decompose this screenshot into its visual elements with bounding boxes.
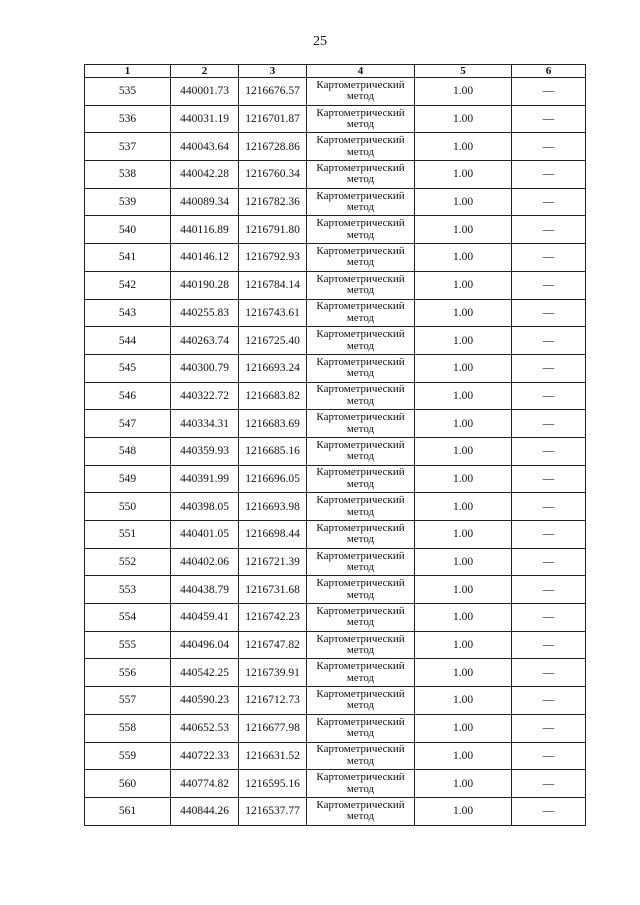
header-col-6: 6 xyxy=(512,65,586,78)
y-coordinate-cell: 1216696.05 xyxy=(239,465,307,493)
x-coordinate-cell: 440402.06 xyxy=(171,548,239,576)
x-coordinate-cell: 440359.93 xyxy=(171,437,239,465)
y-coordinate-cell: 1216725.40 xyxy=(239,327,307,355)
method-cell xyxy=(307,216,415,244)
x-coordinate-cell: 440001.73 xyxy=(171,78,239,106)
note-cell: — xyxy=(512,299,586,327)
x-coordinate-cell: 440042.28 xyxy=(171,161,239,189)
method-cell xyxy=(307,770,415,798)
method-cell xyxy=(307,604,415,632)
method-line-2: метод xyxy=(346,782,375,795)
method-cell xyxy=(307,631,415,659)
note-cell: — xyxy=(512,465,586,493)
method-line-1: Картометрический xyxy=(316,328,405,341)
table-header xyxy=(85,65,586,78)
point-number-cell: 549 xyxy=(85,465,171,493)
note-cell: — xyxy=(512,493,586,521)
table-row xyxy=(85,659,586,687)
note-cell: — xyxy=(512,631,586,659)
table-row xyxy=(85,742,586,770)
point-number-cell: 548 xyxy=(85,437,171,465)
table-row xyxy=(85,382,586,410)
method-line-2: метод xyxy=(346,311,375,324)
y-coordinate-cell: 1216685.16 xyxy=(239,437,307,465)
method-line-2: метод xyxy=(346,118,375,131)
accuracy-cell: 1.00 xyxy=(415,327,512,355)
method-cell xyxy=(307,687,415,715)
accuracy-cell: 1.00 xyxy=(415,604,512,632)
table-row xyxy=(85,244,586,272)
note-cell: — xyxy=(512,521,586,549)
table-row xyxy=(85,521,586,549)
y-coordinate-cell: 1216742.23 xyxy=(239,604,307,632)
accuracy-cell: 1.00 xyxy=(415,770,512,798)
y-coordinate-cell: 1216731.68 xyxy=(239,576,307,604)
note-cell: — xyxy=(512,770,586,798)
x-coordinate-cell: 440459.41 xyxy=(171,604,239,632)
table-row xyxy=(85,714,586,742)
method-cell xyxy=(307,742,415,770)
note-cell: — xyxy=(512,604,586,632)
method-line-1: Картометрический xyxy=(316,161,405,174)
method-line-1: Картометрический xyxy=(316,106,405,119)
note-cell: — xyxy=(512,133,586,161)
method-cell xyxy=(307,548,415,576)
method-line-1: Картометрический xyxy=(316,438,405,451)
x-coordinate-cell: 440844.26 xyxy=(171,797,239,825)
method-cell xyxy=(307,299,415,327)
method-cell xyxy=(307,465,415,493)
method-cell xyxy=(307,437,415,465)
point-number-cell: 555 xyxy=(85,631,171,659)
y-coordinate-cell: 1216747.82 xyxy=(239,631,307,659)
method-line-1: Картометрический xyxy=(316,715,405,728)
method-line-2: метод xyxy=(346,450,375,463)
note-cell: — xyxy=(512,714,586,742)
point-number-cell: 557 xyxy=(85,687,171,715)
accuracy-cell: 1.00 xyxy=(415,631,512,659)
point-number-cell: 552 xyxy=(85,548,171,576)
method-line-2: метод xyxy=(346,810,375,823)
x-coordinate-cell: 440590.23 xyxy=(171,687,239,715)
y-coordinate-cell: 1216595.16 xyxy=(239,770,307,798)
note-cell: — xyxy=(512,659,586,687)
method-line-2: метод xyxy=(346,422,375,435)
y-coordinate-cell: 1216631.52 xyxy=(239,742,307,770)
header-col-3: 3 xyxy=(239,65,307,78)
method-line-2: метод xyxy=(346,727,375,740)
accuracy-cell: 1.00 xyxy=(415,216,512,244)
table-row xyxy=(85,133,586,161)
y-coordinate-cell: 1216676.57 xyxy=(239,78,307,106)
y-coordinate-cell: 1216698.44 xyxy=(239,521,307,549)
method-line-1: Картометрический xyxy=(316,604,405,617)
header-row xyxy=(85,65,586,78)
x-coordinate-cell: 440043.64 xyxy=(171,133,239,161)
x-coordinate-cell: 440438.79 xyxy=(171,576,239,604)
note-cell: — xyxy=(512,437,586,465)
method-cell xyxy=(307,410,415,438)
method-line-2: метод xyxy=(346,671,375,684)
note-cell: — xyxy=(512,382,586,410)
note-cell: — xyxy=(512,687,586,715)
point-number-cell: 556 xyxy=(85,659,171,687)
method-line-2: метод xyxy=(346,145,375,158)
method-line-1: Картометрический xyxy=(316,771,405,784)
note-cell: — xyxy=(512,742,586,770)
method-line-1: Картометрический xyxy=(316,217,405,230)
table-row xyxy=(85,548,586,576)
point-number-cell: 542 xyxy=(85,271,171,299)
method-line-2: метод xyxy=(346,644,375,657)
x-coordinate-cell: 440190.28 xyxy=(171,271,239,299)
accuracy-cell: 1.00 xyxy=(415,299,512,327)
x-coordinate-cell: 440116.89 xyxy=(171,216,239,244)
note-cell: — xyxy=(512,244,586,272)
accuracy-cell: 1.00 xyxy=(415,493,512,521)
accuracy-cell: 1.00 xyxy=(415,797,512,825)
y-coordinate-cell: 1216712.73 xyxy=(239,687,307,715)
point-number-cell: 538 xyxy=(85,161,171,189)
y-coordinate-cell: 1216537.77 xyxy=(239,797,307,825)
method-line-1: Картометрический xyxy=(316,521,405,534)
y-coordinate-cell: 1216791.80 xyxy=(239,216,307,244)
method-line-1: Картометрический xyxy=(316,549,405,562)
y-coordinate-cell: 1216683.82 xyxy=(239,382,307,410)
y-coordinate-cell: 1216739.91 xyxy=(239,659,307,687)
method-line-2: метод xyxy=(346,90,375,103)
accuracy-cell: 1.00 xyxy=(415,576,512,604)
accuracy-cell: 1.00 xyxy=(415,382,512,410)
x-coordinate-cell: 440255.83 xyxy=(171,299,239,327)
table-row xyxy=(85,299,586,327)
method-line-1: Картометрический xyxy=(316,798,405,811)
accuracy-cell: 1.00 xyxy=(415,78,512,106)
accuracy-cell: 1.00 xyxy=(415,742,512,770)
method-cell xyxy=(307,354,415,382)
accuracy-cell: 1.00 xyxy=(415,521,512,549)
point-number-cell: 535 xyxy=(85,78,171,106)
point-number-cell: 544 xyxy=(85,327,171,355)
x-coordinate-cell: 440300.79 xyxy=(171,354,239,382)
method-cell xyxy=(307,714,415,742)
method-cell xyxy=(307,133,415,161)
x-coordinate-cell: 440496.04 xyxy=(171,631,239,659)
header-col-4: 4 xyxy=(307,65,415,78)
method-line-2: метод xyxy=(346,616,375,629)
table-row xyxy=(85,797,586,825)
note-cell: — xyxy=(512,576,586,604)
method-cell xyxy=(307,78,415,106)
method-line-2: метод xyxy=(346,394,375,407)
method-line-1: Картометрический xyxy=(316,300,405,313)
method-line-2: метод xyxy=(346,228,375,241)
method-cell xyxy=(307,161,415,189)
note-cell: — xyxy=(512,548,586,576)
accuracy-cell: 1.00 xyxy=(415,271,512,299)
point-number-cell: 536 xyxy=(85,105,171,133)
method-line-2: метод xyxy=(346,256,375,269)
note-cell: — xyxy=(512,271,586,299)
table-row xyxy=(85,105,586,133)
table-row xyxy=(85,770,586,798)
method-cell xyxy=(307,327,415,355)
y-coordinate-cell: 1216743.61 xyxy=(239,299,307,327)
point-number-cell: 554 xyxy=(85,604,171,632)
accuracy-cell: 1.00 xyxy=(415,659,512,687)
table-row xyxy=(85,188,586,216)
table-row xyxy=(85,631,586,659)
table-body xyxy=(85,78,586,826)
accuracy-cell: 1.00 xyxy=(415,105,512,133)
point-number-cell: 558 xyxy=(85,714,171,742)
method-line-1: Картометрический xyxy=(316,244,405,257)
method-cell xyxy=(307,382,415,410)
point-number-cell: 540 xyxy=(85,216,171,244)
point-number-cell: 541 xyxy=(85,244,171,272)
table-row xyxy=(85,437,586,465)
point-number-cell: 539 xyxy=(85,188,171,216)
accuracy-cell: 1.00 xyxy=(415,354,512,382)
method-cell xyxy=(307,271,415,299)
method-line-1: Картометрический xyxy=(316,687,405,700)
accuracy-cell: 1.00 xyxy=(415,548,512,576)
method-line-1: Картометрический xyxy=(316,632,405,645)
point-number-cell: 559 xyxy=(85,742,171,770)
method-line-1: Картометрический xyxy=(316,272,405,285)
table-row xyxy=(85,161,586,189)
method-cell xyxy=(307,521,415,549)
y-coordinate-cell: 1216792.93 xyxy=(239,244,307,272)
x-coordinate-cell: 440401.05 xyxy=(171,521,239,549)
note-cell: — xyxy=(512,354,586,382)
method-line-2: метод xyxy=(346,588,375,601)
method-line-2: метод xyxy=(346,699,375,712)
method-line-1: Картометрический xyxy=(316,743,405,756)
method-line-1: Картометрический xyxy=(316,660,405,673)
point-number-cell: 543 xyxy=(85,299,171,327)
y-coordinate-cell: 1216784.14 xyxy=(239,271,307,299)
x-coordinate-cell: 440542.25 xyxy=(171,659,239,687)
table-row xyxy=(85,493,586,521)
y-coordinate-cell: 1216728.86 xyxy=(239,133,307,161)
method-line-2: метод xyxy=(346,284,375,297)
header-col-1: 1 xyxy=(85,65,171,78)
y-coordinate-cell: 1216721.39 xyxy=(239,548,307,576)
method-line-1: Картометрический xyxy=(316,466,405,479)
method-line-2: метод xyxy=(346,173,375,186)
x-coordinate-cell: 440391.99 xyxy=(171,465,239,493)
y-coordinate-cell: 1216782.36 xyxy=(239,188,307,216)
y-coordinate-cell: 1216693.98 xyxy=(239,493,307,521)
y-coordinate-cell: 1216677.98 xyxy=(239,714,307,742)
method-cell xyxy=(307,797,415,825)
point-number-cell: 547 xyxy=(85,410,171,438)
point-number-cell: 545 xyxy=(85,354,171,382)
x-coordinate-cell: 440263.74 xyxy=(171,327,239,355)
table-row xyxy=(85,216,586,244)
accuracy-cell: 1.00 xyxy=(415,410,512,438)
point-number-cell: 561 xyxy=(85,797,171,825)
x-coordinate-cell: 440398.05 xyxy=(171,493,239,521)
method-line-2: метод xyxy=(346,754,375,767)
table-row xyxy=(85,576,586,604)
method-line-1: Картометрический xyxy=(316,383,405,396)
method-line-2: метод xyxy=(346,201,375,214)
accuracy-cell: 1.00 xyxy=(415,437,512,465)
point-number-cell: 546 xyxy=(85,382,171,410)
x-coordinate-cell: 440774.82 xyxy=(171,770,239,798)
x-coordinate-cell: 440031.19 xyxy=(171,105,239,133)
note-cell: — xyxy=(512,216,586,244)
point-number-cell: 537 xyxy=(85,133,171,161)
x-coordinate-cell: 440652.53 xyxy=(171,714,239,742)
accuracy-cell: 1.00 xyxy=(415,133,512,161)
accuracy-cell: 1.00 xyxy=(415,687,512,715)
point-number-cell: 553 xyxy=(85,576,171,604)
note-cell: — xyxy=(512,410,586,438)
method-cell xyxy=(307,659,415,687)
table-row xyxy=(85,327,586,355)
table-row xyxy=(85,271,586,299)
page-number: 25 xyxy=(313,34,327,49)
header-col-5: 5 xyxy=(415,65,512,78)
y-coordinate-cell: 1216683.69 xyxy=(239,410,307,438)
x-coordinate-cell: 440146.12 xyxy=(171,244,239,272)
table-row xyxy=(85,354,586,382)
y-coordinate-cell: 1216760.34 xyxy=(239,161,307,189)
note-cell: — xyxy=(512,327,586,355)
note-cell: — xyxy=(512,161,586,189)
method-line-1: Картометрический xyxy=(316,355,405,368)
accuracy-cell: 1.00 xyxy=(415,244,512,272)
table-row xyxy=(85,687,586,715)
table-row xyxy=(85,465,586,493)
point-number-cell: 550 xyxy=(85,493,171,521)
x-coordinate-cell: 440722.33 xyxy=(171,742,239,770)
method-line-2: метод xyxy=(346,477,375,490)
y-coordinate-cell: 1216693.24 xyxy=(239,354,307,382)
accuracy-cell: 1.00 xyxy=(415,188,512,216)
note-cell: — xyxy=(512,188,586,216)
note-cell: — xyxy=(512,78,586,106)
method-line-1: Картометрический xyxy=(316,494,405,507)
method-cell xyxy=(307,188,415,216)
method-line-2: метод xyxy=(346,339,375,352)
method-line-2: метод xyxy=(346,505,375,518)
method-cell xyxy=(307,576,415,604)
method-cell xyxy=(307,105,415,133)
x-coordinate-cell: 440089.34 xyxy=(171,188,239,216)
method-line-1: Картометрический xyxy=(316,134,405,147)
method-cell xyxy=(307,493,415,521)
table-row xyxy=(85,604,586,632)
x-coordinate-cell: 440334.31 xyxy=(171,410,239,438)
accuracy-cell: 1.00 xyxy=(415,465,512,493)
point-number-cell: 560 xyxy=(85,770,171,798)
point-number-cell: 551 xyxy=(85,521,171,549)
accuracy-cell: 1.00 xyxy=(415,714,512,742)
method-cell xyxy=(307,244,415,272)
note-cell: — xyxy=(512,105,586,133)
table-row xyxy=(85,78,586,106)
table-row xyxy=(85,410,586,438)
note-cell: — xyxy=(512,797,586,825)
method-line-1: Картометрический xyxy=(316,577,405,590)
header-col-2: 2 xyxy=(171,65,239,78)
method-line-1: Картометрический xyxy=(316,189,405,202)
method-line-2: метод xyxy=(346,367,375,380)
method-line-2: метод xyxy=(346,533,375,546)
method-line-1: Картометрический xyxy=(316,411,405,424)
y-coordinate-cell: 1216701.87 xyxy=(239,105,307,133)
x-coordinate-cell: 440322.72 xyxy=(171,382,239,410)
method-line-1: Картометрический xyxy=(316,78,405,91)
accuracy-cell: 1.00 xyxy=(415,161,512,189)
coordinates-table xyxy=(84,64,586,826)
method-line-2: метод xyxy=(346,561,375,574)
